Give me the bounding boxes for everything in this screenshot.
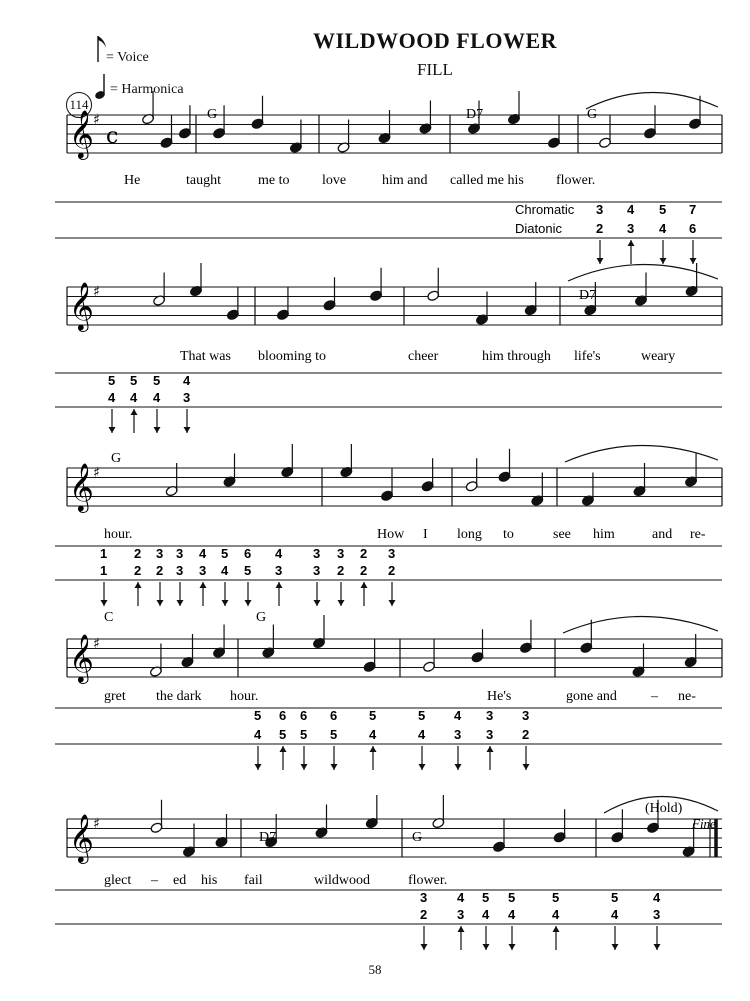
diatonic-hole-number: 3 <box>486 727 494 742</box>
lyric-word: the dark <box>156 689 202 704</box>
lyric-word: taught <box>186 173 221 188</box>
arrow-head-icon <box>338 600 345 606</box>
lyric-word: his <box>201 873 218 888</box>
lyric-word: gone and <box>566 689 617 704</box>
chromatic-hole-number: 3 <box>388 546 396 561</box>
lyric-word: He's <box>487 689 512 704</box>
diatonic-hole-number: 3 <box>183 390 191 405</box>
sharp-icon: ♯ <box>93 284 100 300</box>
diatonic-hole-number: 4 <box>418 727 426 742</box>
arrow-head-icon <box>131 409 138 415</box>
chromatic-hole-number: 4 <box>275 546 283 561</box>
arrow-head-icon <box>200 582 207 588</box>
chromatic-hole-number: 3 <box>420 890 428 905</box>
diatonic-hole-number: 1 <box>100 563 108 578</box>
lyric-word: blooming to <box>258 349 327 364</box>
legend-harmonica-label: = Harmonica <box>110 82 184 97</box>
lyric-word: him <box>593 527 615 542</box>
arrow-head-icon <box>483 944 490 950</box>
slur <box>565 445 718 462</box>
lyric-word: – <box>151 873 158 888</box>
chromatic-hole-number: 5 <box>153 373 161 388</box>
arrow-head-icon <box>109 427 116 433</box>
chromatic-hole-number: 3 <box>176 546 184 561</box>
arrow-head-icon <box>455 764 462 770</box>
diatonic-hole-number: 2 <box>596 221 604 236</box>
lyric-word: love <box>322 173 347 188</box>
chord-symbol: D7 <box>466 107 484 122</box>
diatonic-hole-number: 4 <box>221 563 229 578</box>
arrow-head-icon <box>301 764 308 770</box>
arrow-head-icon <box>177 600 184 606</box>
diatonic-hole-number: 3 <box>313 563 321 578</box>
diatonic-label: Diatonic <box>515 221 562 236</box>
lyric-word: and <box>652 527 673 542</box>
treble-clef-icon: 𝄞 <box>69 462 94 511</box>
lyric-word: weary <box>641 349 676 364</box>
lyric-word: me to <box>258 173 290 188</box>
chromatic-hole-number: 4 <box>183 373 191 388</box>
diatonic-hole-number: 4 <box>130 390 138 405</box>
arrow-head-icon <box>597 258 604 264</box>
sharp-icon: ♯ <box>93 636 100 652</box>
arrow-head-icon <box>419 764 426 770</box>
diatonic-hole-number: 5 <box>300 727 308 742</box>
arrow-head-icon <box>628 240 635 246</box>
treble-clef-icon: 𝄞 <box>69 281 94 330</box>
chord-symbol: D7 <box>579 288 597 303</box>
diatonic-hole-number: 2 <box>522 727 530 742</box>
sharp-icon: ♯ <box>93 465 100 481</box>
diatonic-hole-number: 2 <box>134 563 142 578</box>
arrow-head-icon <box>280 746 287 752</box>
arrow-head-icon <box>389 600 396 606</box>
diatonic-hole-number: 4 <box>482 907 490 922</box>
lyric-word: – <box>651 689 658 704</box>
diatonic-hole-number: 3 <box>275 563 283 578</box>
diatonic-hole-number: 4 <box>659 221 667 236</box>
lyric-word: hour. <box>230 689 259 704</box>
chromatic-hole-number: 2 <box>134 546 142 561</box>
lyric-word: re- <box>690 527 706 542</box>
diatonic-hole-number: 4 <box>254 727 262 742</box>
lyric-word: glect <box>104 873 132 888</box>
lyric-word: hour. <box>104 527 133 542</box>
chromatic-hole-number: 5 <box>221 546 229 561</box>
chromatic-hole-number: 2 <box>360 546 368 561</box>
lyric-word: ne- <box>678 689 696 704</box>
lyric-word: flower. <box>408 873 448 888</box>
chord-symbol: G <box>256 610 267 625</box>
slur <box>568 264 718 281</box>
arrow-head-icon <box>154 427 161 433</box>
chord-symbol: G <box>587 107 598 122</box>
arrow-head-icon <box>421 944 428 950</box>
arrow-head-icon <box>255 764 262 770</box>
lyric-word: cheer <box>408 349 439 364</box>
page-title: WILDWOOD FLOWER <box>312 28 558 53</box>
chromatic-hole-number: 3 <box>596 202 604 217</box>
arrow-head-icon <box>553 926 560 932</box>
arrow-head-icon <box>184 427 191 433</box>
chromatic-hole-number: 6 <box>330 708 338 723</box>
arrow-head-icon <box>157 600 164 606</box>
arrow-head-icon <box>331 764 338 770</box>
arrow-head-icon <box>222 600 229 606</box>
diatonic-hole-number: 4 <box>153 390 161 405</box>
lyric-word: I <box>423 527 428 542</box>
diatonic-hole-number: 3 <box>199 563 207 578</box>
arrow-head-icon <box>276 582 283 588</box>
lyric-word: see <box>553 527 571 542</box>
chromatic-hole-number: 5 <box>369 708 377 723</box>
arrow-head-icon <box>509 944 516 950</box>
arrow-head-icon <box>690 258 697 264</box>
diatonic-hole-number: 4 <box>508 907 516 922</box>
arrow-head-icon <box>660 258 667 264</box>
arrow-head-icon <box>458 926 465 932</box>
chromatic-hole-number: 3 <box>522 708 530 723</box>
chord-symbol: C <box>104 610 114 625</box>
chromatic-hole-number: 5 <box>130 373 138 388</box>
chromatic-hole-number: 3 <box>337 546 345 561</box>
chromatic-label: Chromatic <box>515 202 575 217</box>
chromatic-hole-number: 3 <box>156 546 164 561</box>
chromatic-hole-number: 5 <box>482 890 490 905</box>
page-subtitle: FILL <box>417 60 453 79</box>
fine-mark: Fine <box>692 816 716 831</box>
diatonic-hole-number: 4 <box>108 390 116 405</box>
chromatic-hole-number: 5 <box>254 708 262 723</box>
chord-symbol: G <box>412 830 423 845</box>
arrow-head-icon <box>135 582 142 588</box>
chord-symbol: G <box>111 451 122 466</box>
diatonic-hole-number: 3 <box>653 907 661 922</box>
diatonic-hole-number: 2 <box>420 907 428 922</box>
arrow-head-icon <box>361 582 368 588</box>
chromatic-hole-number: 6 <box>279 708 287 723</box>
diatonic-hole-number: 4 <box>369 727 377 742</box>
chromatic-hole-number: 1 <box>100 546 108 561</box>
diatonic-hole-number: 5 <box>279 727 287 742</box>
sharp-icon: ♯ <box>93 816 100 832</box>
chord-symbol: D7 <box>259 830 277 845</box>
lyric-word: ed <box>173 873 187 888</box>
lyric-word: He <box>124 173 141 188</box>
chromatic-hole-number: 5 <box>508 890 516 905</box>
diatonic-hole-number: 5 <box>330 727 338 742</box>
legend-voice-label: = Voice <box>106 50 149 65</box>
lyric-word: gret <box>104 689 126 704</box>
diatonic-hole-number: 2 <box>337 563 345 578</box>
chromatic-hole-number: 4 <box>457 890 465 905</box>
diatonic-hole-number: 5 <box>244 563 252 578</box>
slur <box>563 616 718 633</box>
page-number: 58 <box>368 962 382 977</box>
diatonic-hole-number: 4 <box>552 907 560 922</box>
arrow-head-icon <box>523 764 530 770</box>
treble-clef-icon: 𝄞 <box>69 633 94 682</box>
arrow-head-icon <box>654 944 661 950</box>
lyric-word: flower. <box>556 173 596 188</box>
chromatic-hole-number: 5 <box>552 890 560 905</box>
lyric-word: him through <box>482 349 551 364</box>
diatonic-hole-number: 3 <box>176 563 184 578</box>
common-time-icon: c <box>106 124 119 149</box>
lyric-word: fail <box>244 873 263 888</box>
lyric-word: him and <box>382 173 428 188</box>
lyric-word: That was <box>180 349 231 364</box>
slur <box>586 92 718 109</box>
chromatic-hole-number: 7 <box>689 202 697 217</box>
arrow-head-icon <box>487 746 494 752</box>
lyric-word: life's <box>574 349 601 364</box>
chromatic-hole-number: 3 <box>313 546 321 561</box>
sharp-icon: ♯ <box>93 112 100 128</box>
chromatic-hole-number: 5 <box>108 373 116 388</box>
chord-symbol: G <box>207 107 218 122</box>
arrow-head-icon <box>370 746 377 752</box>
diatonic-hole-number: 3 <box>457 907 465 922</box>
hold-mark: (Hold) <box>645 801 683 816</box>
chromatic-hole-number: 6 <box>300 708 308 723</box>
chromatic-hole-number: 4 <box>454 708 462 723</box>
treble-clef-icon: 𝄞 <box>69 109 94 158</box>
lyric-word: How <box>377 527 405 542</box>
chromatic-hole-number: 5 <box>611 890 619 905</box>
chromatic-hole-number: 4 <box>653 890 661 905</box>
chromatic-hole-number: 4 <box>199 546 207 561</box>
diatonic-hole-number: 3 <box>627 221 635 236</box>
arrow-head-icon <box>245 600 252 606</box>
chromatic-hole-number: 6 <box>244 546 252 561</box>
diatonic-hole-number: 6 <box>689 221 697 236</box>
lyric-word: called me his <box>450 173 524 188</box>
arrow-head-icon <box>314 600 321 606</box>
arrow-head-icon <box>612 944 619 950</box>
diatonic-hole-number: 3 <box>454 727 462 742</box>
diatonic-hole-number: 2 <box>156 563 164 578</box>
lyric-word: wildwood <box>314 873 370 888</box>
lyric-word: long <box>457 527 482 542</box>
chromatic-hole-number: 5 <box>659 202 667 217</box>
chromatic-hole-number: 4 <box>627 202 635 217</box>
chromatic-hole-number: 5 <box>418 708 426 723</box>
diatonic-hole-number: 2 <box>360 563 368 578</box>
treble-clef-icon: 𝄞 <box>69 813 94 862</box>
diatonic-hole-number: 4 <box>611 907 619 922</box>
example-number-badge: 114 <box>66 92 92 118</box>
chromatic-hole-number: 3 <box>486 708 494 723</box>
arrow-head-icon <box>101 600 108 606</box>
diatonic-hole-number: 2 <box>388 563 396 578</box>
lyric-word: to <box>503 527 514 542</box>
